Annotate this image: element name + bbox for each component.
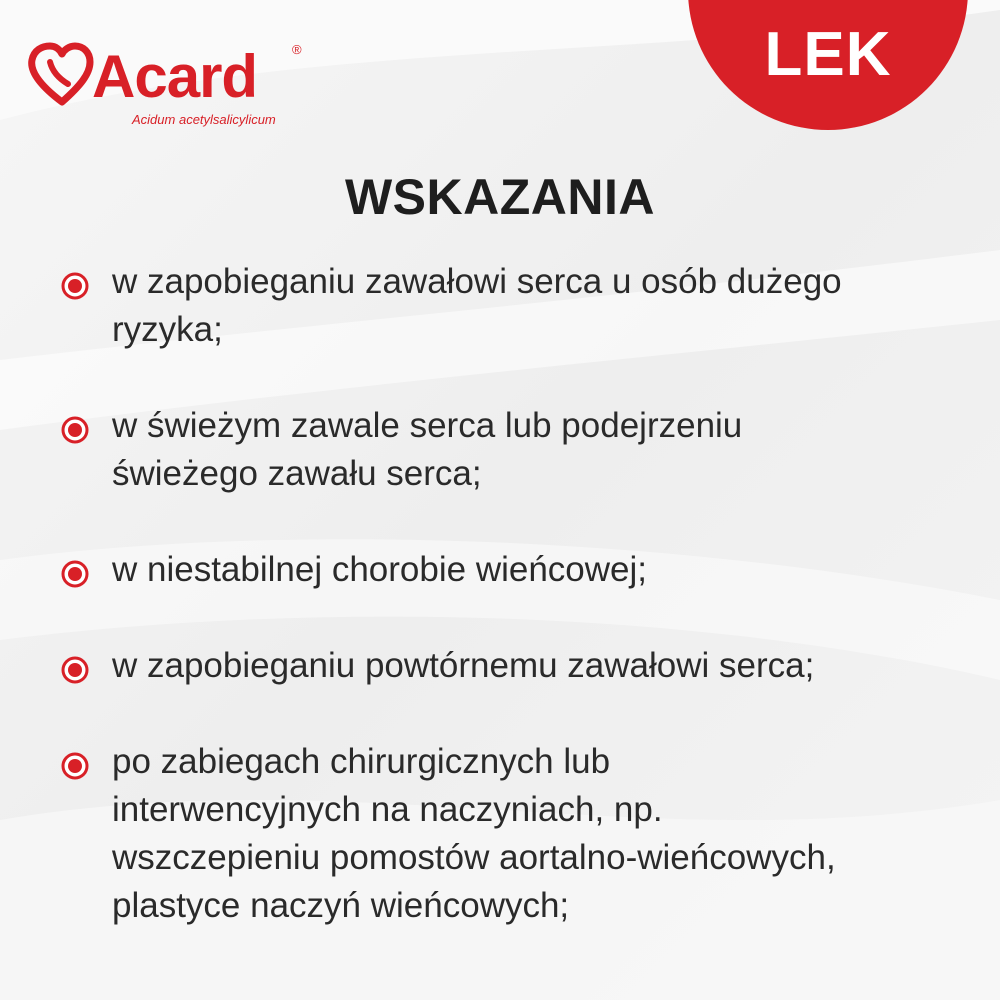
section-title: WSKAZANIA (344, 169, 656, 225)
indication-text (112, 738, 962, 930)
indication-text (112, 642, 962, 690)
indication-line: interwencyjnych na naczyniach, np. (112, 790, 663, 829)
radio-bullet-icon (60, 415, 90, 445)
radio-bullet-icon (60, 751, 90, 781)
indication-line: w świeżym zawale serca lub podejrzeniu (112, 406, 743, 445)
badge-label: LEK (764, 20, 892, 89)
indication-line: w zapobieganiu powtórnemu zawałowi serca; (112, 646, 815, 685)
indication-line: świeżego zawału serca; (112, 454, 482, 493)
indication-line: w zapobieganiu zawałowi serca u osób dużego (112, 262, 842, 301)
brand-name: Acard (92, 43, 258, 110)
brand-subtitle: Acidum acetylsalicylicum (132, 112, 276, 127)
indication-text (112, 546, 962, 594)
indication-text (112, 258, 962, 354)
indication-line: wszczepieniu pomostów aortalno-wieńcowych, (112, 838, 836, 877)
registered-mark: ® (292, 42, 302, 57)
radio-bullet-icon (60, 271, 90, 301)
indication-line: plastyce naczyń wieńcowych; (112, 886, 570, 925)
radio-bullet-icon (60, 655, 90, 685)
indication-line: ryzyka; (112, 310, 223, 349)
indication-text (112, 402, 962, 498)
indication-line: w niestabilnej chorobie wieńcowej; (112, 550, 648, 589)
indication-line: po zabiegach chirurgicznych lub (112, 742, 611, 781)
radio-bullet-icon (60, 559, 90, 589)
